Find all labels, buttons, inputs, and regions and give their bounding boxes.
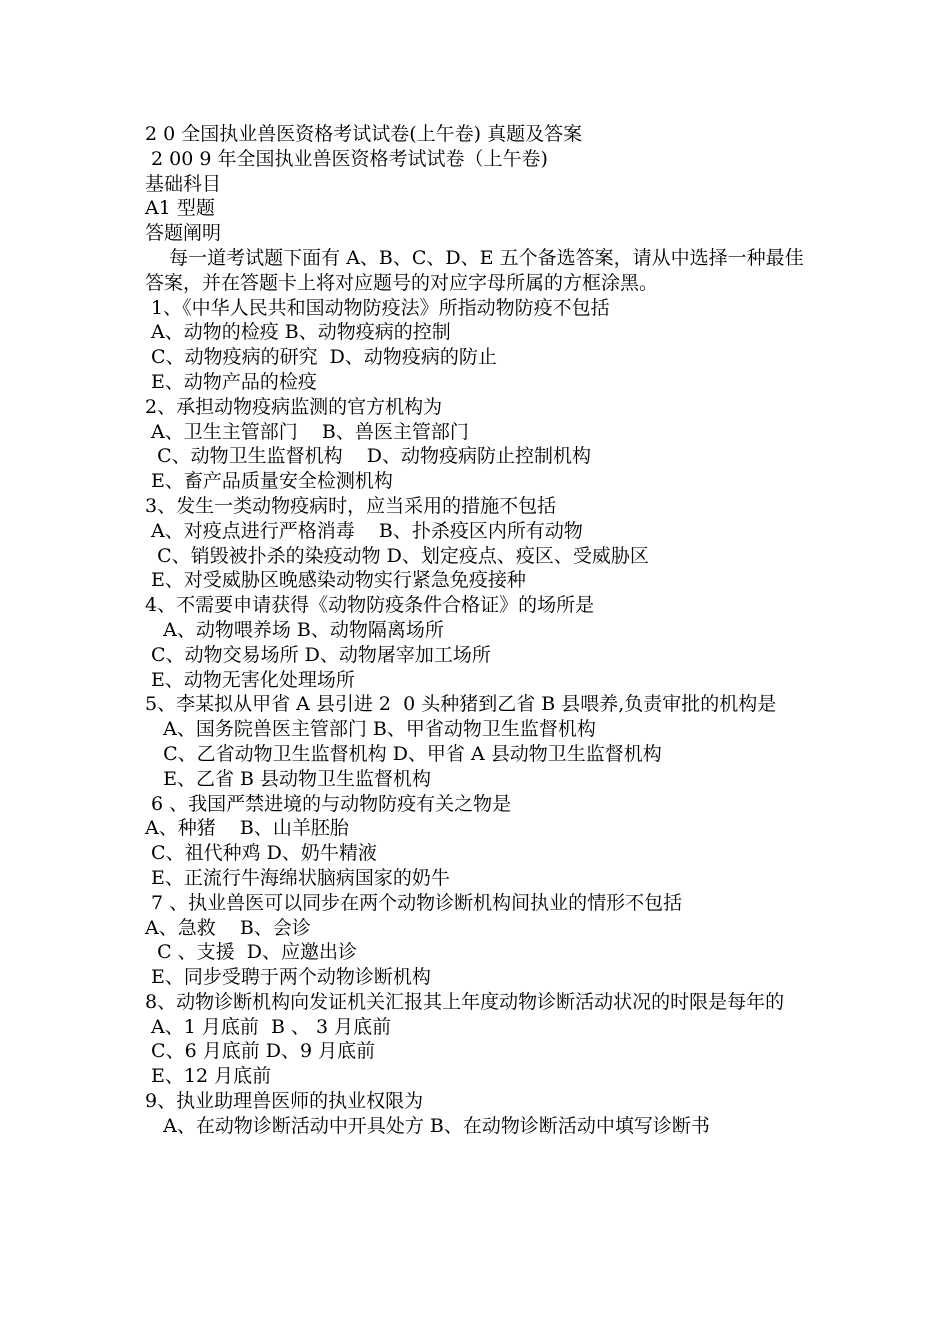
- question-line: 2、承担动物疫病监测的官方机构为: [145, 395, 443, 418]
- question-line: 3、发生一类动物疫病时，应当采用的措施不包括: [145, 494, 557, 517]
- option-line: C、6 月底前 D、9 月底前: [145, 1040, 376, 1063]
- option-line: A、动物的检疫 B、动物疫病的控制: [145, 321, 451, 344]
- option-line: C、动物卫生监督机构 D、动物疫病防止控制机构: [145, 445, 592, 468]
- question-line: 4、不需要申请获得《动物防疫条件合格证》的场所是: [145, 594, 595, 617]
- option-line: E、正流行牛海绵状脑病国家的奶牛: [145, 866, 450, 889]
- option-line: A、在动物诊断活动中开具处方 B、在动物诊断活动中填写诊断书: [145, 1114, 710, 1137]
- option-line: E、12 月底前: [145, 1065, 272, 1088]
- question-line: 7 、执业兽医可以同步在两个动物诊断机构间执业的情形不包括: [145, 891, 683, 914]
- question-5-text: 5、李某拟从甲省 A 县引进 2 0 头种猪到乙省 B 县喂养,负责审批的机构是: [145, 693, 777, 716]
- option-line: C、动物交易场所 D、动物屠宰加工场所: [145, 643, 491, 666]
- question-block-2: [145, 717, 815, 990]
- option-line: A、动物喂养场 B、动物隔离场所: [145, 618, 444, 641]
- question-block-1: [145, 296, 815, 693]
- question-line: 9、执业助理兽医师的执业权限为: [145, 1090, 424, 1113]
- document-title: 2 0 全国执业兽医资格考试试卷(上午卷) 真题及答案: [145, 123, 583, 145]
- option-line: A、1 月底前 B 、 3 月底前: [145, 1015, 392, 1038]
- option-line: C、销毁被扑杀的染疫动物 D、划定疫点、疫区、受威胁区: [145, 544, 649, 567]
- question-line: 6 、我国严禁进境的与动物防疫有关之物是: [145, 792, 512, 815]
- question-type-heading: A1 型题: [145, 197, 215, 220]
- option-line: C 、支援 D、应邀出诊: [145, 941, 357, 964]
- option-line: C、乙省动物卫生监督机构 D、甲省 A 县动物卫生监督机构: [145, 742, 662, 765]
- option-line: A、对疫点进行严格消毒 B、扑杀疫区内所有动物: [145, 519, 583, 542]
- option-line: C、动物疫病的研究 D、动物疫病的防止: [145, 346, 497, 369]
- question-line: 1、《中华人民共和国动物防疫法》所指动物防疫不包括: [145, 296, 610, 319]
- instructions-paragraph: 每一道考试题下面有 A、B、C、D、E 五个备选答案，请从中选择一种最佳答案，并在答题卡上将对应题号的对应字母所属的方框涂黑。: [145, 246, 804, 294]
- option-line: E、动物无害化处理场所: [145, 668, 355, 691]
- document-page: [145, 122, 815, 1139]
- option-line: A、卫生主管部门 B、兽医主管部门: [145, 420, 469, 443]
- option-line: E、动物产品的检疫: [145, 370, 317, 393]
- section-heading: 基础科目: [145, 172, 222, 195]
- document-subtitle: 2 00 9 年全国执业兽医资格考试试卷（上午卷): [145, 147, 548, 170]
- question-8-text: 8、动物诊断机构向发证机关汇报其上年度动物诊断活动状况的时限是每年的: [145, 990, 785, 1013]
- option-line: A、国务院兽医主管部门 B、甲省动物卫生监督机构: [145, 718, 596, 741]
- question-block-3: [145, 1015, 815, 1139]
- instructions-heading: 答题阐明: [145, 222, 222, 245]
- option-line: C、祖代种鸡 D、奶牛精液: [145, 842, 377, 865]
- option-line: E、畜产品质量安全检测机构: [145, 470, 393, 493]
- option-line: E、乙省 B 县动物卫生监督机构: [145, 767, 432, 790]
- option-line: E、对受威胁区晚感染动物实行紧急免疫接种: [145, 569, 526, 592]
- option-line: E、同步受聘于两个动物诊断机构: [145, 966, 431, 989]
- option-line: A、急救 B、会诊: [145, 916, 311, 939]
- option-line: A、种猪 B、山羊胚胎: [145, 817, 349, 840]
